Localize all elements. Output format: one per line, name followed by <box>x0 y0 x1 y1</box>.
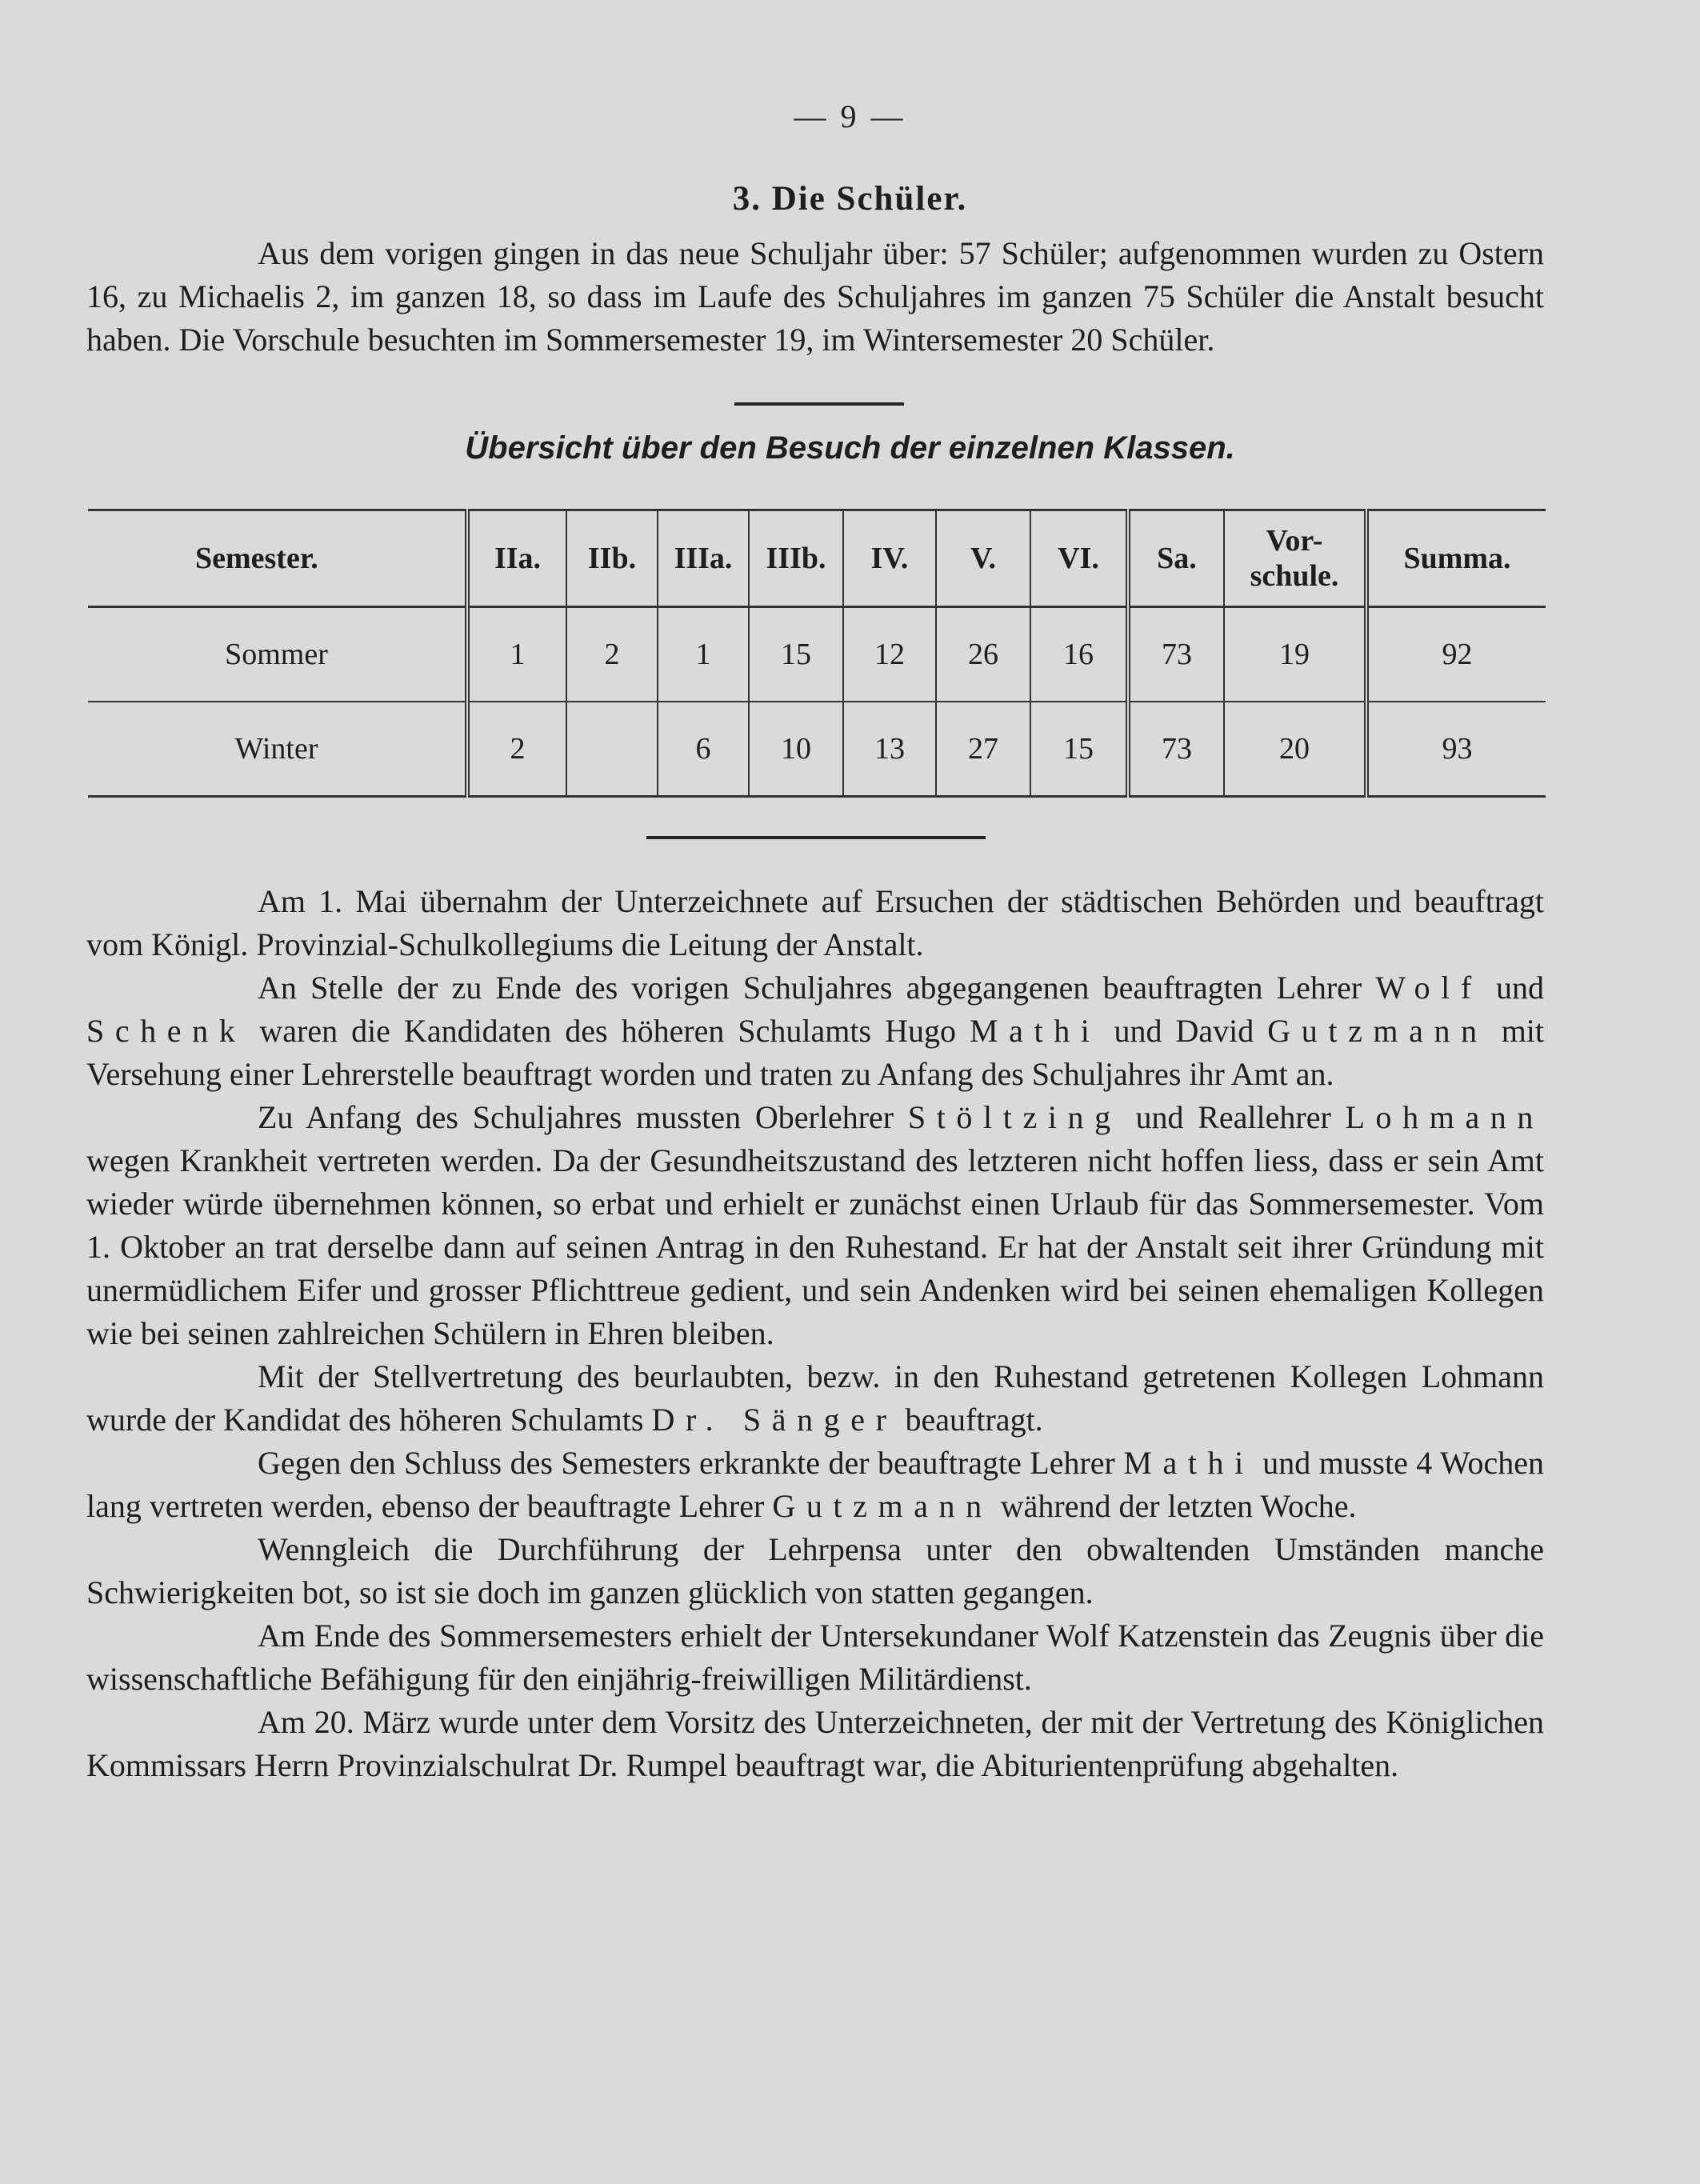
cell-IIa: 1 <box>467 607 566 702</box>
header-IIa: IIa. <box>467 510 566 607</box>
attendance-table <box>88 509 1546 798</box>
header-Sa: Sa. <box>1128 510 1224 607</box>
cell-Sa: 73 <box>1128 702 1224 797</box>
header-vorschule <box>1224 510 1366 607</box>
cell-IIIa: 1 <box>658 607 749 702</box>
p2-text-c: waren die Kandidaten des höheren Schulamts Hugo <box>259 1013 956 1049</box>
paragraph-8: Am 20. März wurde unter dem Vorsitz des Unterzeichneten, der mit der Vertretung des Königlichen Kommissars Herrn Provinzialschulrat Dr. Rumpel beauftragt war, die Abiturientenprüfung abgehalten. <box>86 1704 1544 1783</box>
paragraph-4 <box>86 1355 1544 1442</box>
cell-IIIa: 6 <box>658 702 749 797</box>
header-IV: IV. <box>843 510 936 607</box>
short-divider-top <box>734 402 904 406</box>
p2-text-e: mit Versehung einer Lehrerstelle beauftragt worden und traten zu Anfang des Schuljahres ihr Amt an. <box>86 1013 1545 1092</box>
paragraph-1: Am 1. Mai übernahm der Unterzeichnete auf Ersuchen der städtischen Behörden und beauftragt vom Königl. Provinzial-Schulkollegiums die Leitung der Anstalt. <box>86 883 1544 962</box>
name-stoeltzing: Stöltzing <box>907 1099 1122 1135</box>
paragraph-5 <box>86 1442 1544 1528</box>
cell-VI: 16 <box>1030 607 1128 702</box>
p2-text-b: und <box>1496 970 1544 1006</box>
header-V: V. <box>936 510 1030 607</box>
name-gutzmann: Gutzmann <box>772 1488 993 1524</box>
paragraph-3 <box>86 1096 1544 1355</box>
cell-summa: 92 <box>1366 607 1546 702</box>
cell-summa: 93 <box>1366 702 1546 797</box>
name-lohmann: Lohmann <box>1345 1099 1545 1135</box>
p5-text-a: Gegen den Schluss des Semesters erkrankte der beauftragte Lehrer <box>258 1445 1115 1481</box>
cell-IV: 13 <box>843 702 936 797</box>
short-divider-bottom <box>646 836 986 839</box>
table-row-sommer <box>88 607 1546 702</box>
p2-text-d: und David <box>1114 1013 1254 1049</box>
paragraph-7: Am Ende des Sommersemesters erhielt der Untersekundaner Wolf Katzenstein das Zeugnis über die wissenschaftliche Befähigung für den einjährig-freiwilligen Militärdienst. <box>86 1618 1544 1697</box>
paragraph-6: Wenngleich die Durchführung der Lehrpensa unter den obwaltenden Umständen manche Schwierigkeiten bot, so ist sie doch im ganzen glücklich von statten gegangen. <box>86 1531 1544 1610</box>
intro-paragraph: Aus dem vorigen gingen in das neue Schuljahr über: 57 Schüler; aufgenommen wurden zu Ostern 16, zu Michaelis 2, im ganzen 18, so dass im Laufe des Schuljahres im ganzen 75 Schüler die Anstalt besucht haben. Die Vorschule besuchten im Sommersemester 19, im Wintersemester 20 Schüler. <box>86 235 1544 358</box>
header-vorschule-line1: Vor- <box>1266 524 1323 558</box>
cell-V: 27 <box>936 702 1030 797</box>
cell-IIIb: 15 <box>749 607 843 702</box>
cell-Sa: 73 <box>1128 607 1224 702</box>
name-saenger: Dr. Sänger <box>651 1402 898 1438</box>
cell-vorschule: 19 <box>1224 607 1366 702</box>
header-VI: VI. <box>1030 510 1128 607</box>
name-mathi: Mathi <box>969 1013 1101 1049</box>
p3-text-a: Zu Anfang des Schuljahres mussten Oberlehrer <box>258 1099 894 1135</box>
header-summa: Summa. <box>1366 510 1546 607</box>
name-wolf: Wolf <box>1375 970 1482 1006</box>
table-row-winter <box>88 702 1546 797</box>
table-header-row <box>88 510 1546 607</box>
name-mathi: Mathi <box>1123 1445 1254 1481</box>
header-IIIa: IIIa. <box>658 510 749 607</box>
p5-text-c: während der letzten Woche. <box>1000 1488 1357 1524</box>
cell-VI: 15 <box>1030 702 1128 797</box>
table-caption: Übersicht über den Besuch der einzelnen Klassen. <box>465 430 1235 466</box>
cell-vorschule: 20 <box>1224 702 1366 797</box>
name-gutzmann: Gutzmann <box>1267 1013 1488 1049</box>
cell-IIb: 2 <box>566 607 658 702</box>
p4-text-b: beauftragt. <box>905 1402 1043 1438</box>
paragraph-2 <box>86 966 1544 1096</box>
name-schenk: Schenk <box>86 1013 246 1049</box>
body-text <box>86 880 1544 1787</box>
p3-text-b: und Reallehrer <box>1135 1099 1331 1135</box>
header-semester: Semester. <box>195 542 318 575</box>
cell-IIb <box>566 702 658 797</box>
cell-IV: 12 <box>843 607 936 702</box>
header-IIIb: IIIb. <box>749 510 843 607</box>
cell-semester: Winter <box>234 732 318 766</box>
p5-text-b: und musste 4 Wochen lang vertreten werden, ebenso der beauftragte Lehrer <box>86 1445 1545 1524</box>
cell-IIIb: 10 <box>749 702 843 797</box>
header-vorschule-line2: schule. <box>1250 559 1339 593</box>
p4-text-a: Mit der Stellvertretung des beurlaubten, bezw. in den Ruhestand getretenen Kollegen Lohmann wurde der Kandidat des höheren Schulamts <box>86 1358 1544 1438</box>
page-number: — 9 — <box>794 98 906 134</box>
cell-V: 26 <box>936 607 1030 702</box>
p2-text-a: An Stelle der zu Ende des vorigen Schuljahres abgegangenen beauftragten Lehrer <box>258 970 1362 1006</box>
p3-text-c: wegen Krankheit vertreten werden. Da der Gesundheitszustand des letzteren nicht hoffen liess, dass er sein Amt wieder würde übernehmen können, so erbat und erhielt er zunächst einen Urlaub für das Sommersemester. Vom 1. Oktober an trat derselbe dann auf seinen Antrag in den Ruhestand. Er hat der Anstalt seit ihrer Gründung mit unermüdlichem Eifer und grosser Pflichttreue gedient, und sein Andenken wird bei seinen ehemaligen Kollegen wie bei seinen zahlreichen Schülern in Ehren bleiben. <box>86 1142 1544 1351</box>
intro-block <box>86 232 1544 362</box>
header-IIb: IIb. <box>566 510 658 607</box>
cell-semester: Sommer <box>225 638 328 671</box>
cell-IIa: 2 <box>467 702 566 797</box>
section-heading: 3. Die Schüler. <box>732 180 968 218</box>
